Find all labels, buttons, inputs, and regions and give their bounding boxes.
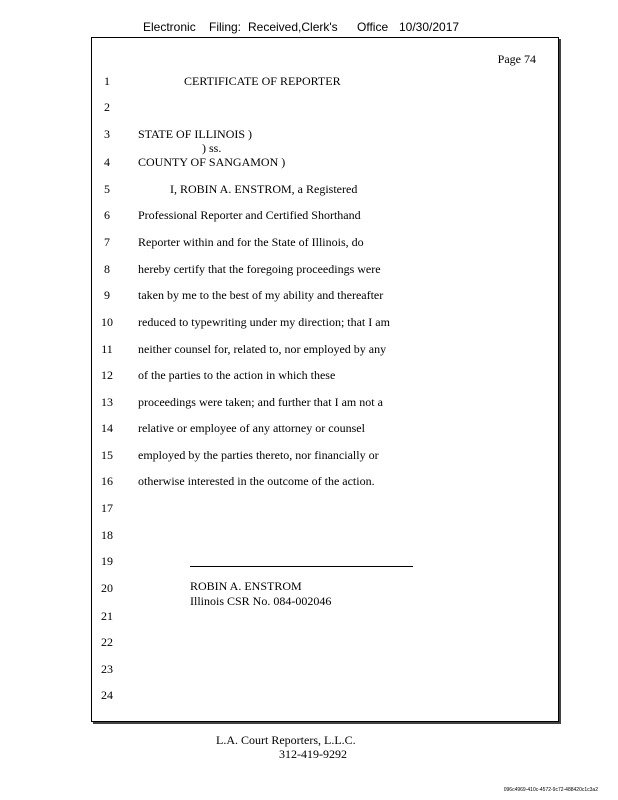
certificate-text-line: hereby certify that the foregoing proceedings were [138, 262, 381, 276]
line-number: 5 [104, 182, 110, 196]
line-number: 12 [101, 368, 113, 382]
document-hash: 096c4969-410c-4572-9c72-488420c1c3a2 [503, 787, 598, 793]
line-number: 4 [104, 155, 110, 169]
line-number: 24 [101, 688, 113, 702]
line-number: 22 [101, 635, 113, 649]
signature-line [190, 566, 413, 567]
certificate-text-line: of the parties to the action in which these [138, 368, 336, 382]
line-number: 18 [101, 528, 113, 542]
certificate-title: CERTIFICATE OF REPORTER [184, 74, 341, 88]
line-number: 17 [101, 501, 113, 515]
line-number: 11 [101, 342, 113, 356]
reporter-license: Illinois CSR No. 084-002046 [190, 594, 332, 608]
reporter-name: ROBIN A. ENSTROM [190, 579, 302, 593]
line-number: 20 [101, 581, 113, 595]
line-number: 21 [101, 609, 113, 623]
line-number: 1 [104, 74, 110, 88]
certificate-text-line: employed by the parties thereto, nor financially or [138, 448, 379, 462]
line-number: 14 [101, 421, 113, 435]
line-number: 7 [104, 235, 110, 249]
certificate-text-line: proceedings were taken; and further that I am not a [138, 395, 383, 409]
venue-county: COUNTY OF SANGAMON ) [138, 155, 286, 169]
line-number: 15 [101, 448, 113, 462]
filing-stamp-date: 10/30/2017 [399, 20, 460, 34]
line-number: 9 [104, 288, 110, 302]
line-number: 10 [101, 315, 113, 329]
line-number: 19 [101, 554, 113, 568]
certificate-text-line: neither counsel for, related to, nor employed by any [138, 342, 387, 356]
filing-stamp-word: Received,Clerk's [248, 20, 338, 34]
line-number: 23 [101, 662, 113, 676]
venue-ss: ) ss. [202, 141, 222, 155]
page-number: Page 74 [497, 52, 536, 66]
line-number: 3 [104, 127, 110, 141]
certificate-text-line: taken by me to the best of my ability and thereafter [138, 288, 384, 302]
line-number: 13 [101, 395, 113, 409]
certificate-text-line: I, ROBIN A. ENSTROM, a Registered [170, 182, 358, 196]
footer-company: L.A. Court Reporters, L.L.C. [216, 733, 356, 747]
filing-stamp-word: Office [357, 20, 389, 34]
certificate-text-line: relative or employee of any attorney or counsel [138, 421, 365, 435]
line-number: 16 [101, 474, 113, 488]
line-number: 6 [104, 208, 110, 222]
certificate-text-line: Reporter within and for the State of Illinois, do [138, 235, 364, 249]
filing-stamp-word: Filing: [209, 20, 242, 34]
filing-stamp-word: Electronic [143, 20, 196, 34]
certificate-text-line: Professional Reporter and Certified Shorthand [138, 208, 361, 222]
line-number: 8 [104, 262, 110, 276]
certificate-text-line: reduced to typewriting under my direction; that I am [138, 315, 390, 329]
line-number: 2 [104, 100, 110, 114]
venue-state: STATE OF ILLINOIS ) [138, 127, 253, 141]
certificate-text-line: otherwise interested in the outcome of the action. [138, 474, 375, 488]
footer-phone: 312-419-9292 [279, 747, 347, 761]
